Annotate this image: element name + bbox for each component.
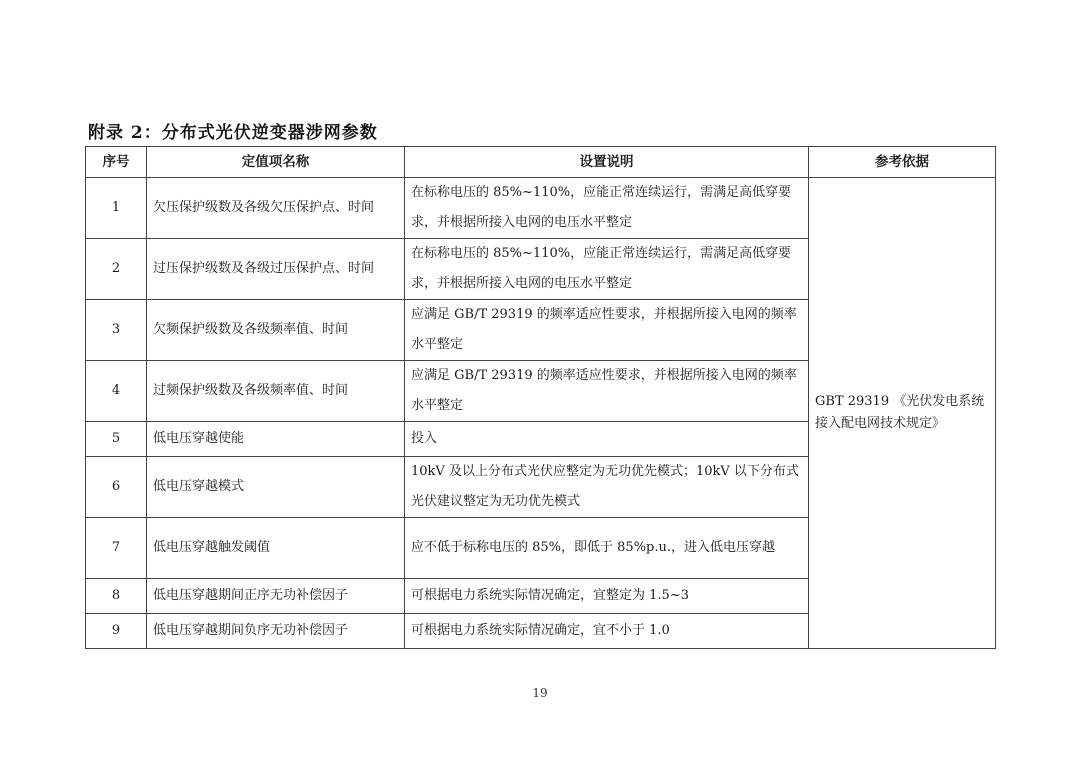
row-desc: 可根据电力系统实际情况确定，宜不小于 1.0 [405, 614, 809, 649]
header-name: 定值项名称 [147, 147, 405, 178]
row-seq: 9 [86, 614, 147, 649]
table-row [86, 178, 996, 239]
row-name: 低电压穿越期间正序无功补偿因子 [147, 579, 405, 614]
header-ref: 参考依据 [809, 147, 996, 178]
row-desc: 投入 [405, 422, 809, 457]
row-desc: 应满足 GB/T 29319 的频率适应性要求，并根据所接入电网的频率水平整定 [405, 361, 809, 422]
header-desc: 设置说明 [405, 147, 809, 178]
row-name: 欠频保护级数及各级频率值、时间 [147, 300, 405, 361]
row-seq: 1 [86, 178, 147, 239]
row-name: 低电压穿越使能 [147, 422, 405, 457]
row-desc: 在标称电压的 85%~110%，应能正常连续运行，需满足高低穿要求，并根据所接入电网的电压水平整定 [405, 239, 809, 300]
row-seq: 4 [86, 361, 147, 422]
row-seq: 5 [86, 422, 147, 457]
row-name: 欠压保护级数及各级欠压保护点、时间 [147, 178, 405, 239]
page-title: 附录 2：分布式光伏逆变器涉网参数 [88, 123, 378, 143]
row-seq: 2 [86, 239, 147, 300]
header-seq: 序号 [86, 147, 147, 178]
row-seq: 6 [86, 457, 147, 518]
row-name: 低电压穿越模式 [147, 457, 405, 518]
row-name: 低电压穿越期间负序无功补偿因子 [147, 614, 405, 649]
table-header-row [86, 147, 996, 178]
row-desc: 在标称电压的 85%~110%，应能正常连续运行，需满足高低穿要求，并根据所接入电网的电压水平整定 [405, 178, 809, 239]
row-name: 低电压穿越触发阈值 [147, 518, 405, 579]
row-desc: 应满足 GB/T 29319 的频率适应性要求，并根据所接入电网的频率水平整定 [405, 300, 809, 361]
row-seq: 8 [86, 579, 147, 614]
page-number: 19 [532, 686, 548, 700]
row-name: 过压保护级数及各级过压保护点、时间 [147, 239, 405, 300]
row-seq: 7 [86, 518, 147, 579]
row-desc: 10kV 及以上分布式光伏应整定为无功优先模式；10kV 以下分布式光伏建议整定为无功优先模式 [405, 457, 809, 518]
row-desc: 可根据电力系统实际情况确定，宜整定为 1.5~3 [405, 579, 809, 614]
row-desc: 应不低于标称电压的 85%，即低于 85%p.u.，进入低电压穿越 [405, 518, 809, 579]
row-seq: 3 [86, 300, 147, 361]
parameters-table [85, 146, 996, 649]
reference-cell: GBT 29319 《光伏发电系统接入配电网技术规定》 [809, 178, 996, 649]
row-name: 过频保护级数及各级频率值、时间 [147, 361, 405, 422]
